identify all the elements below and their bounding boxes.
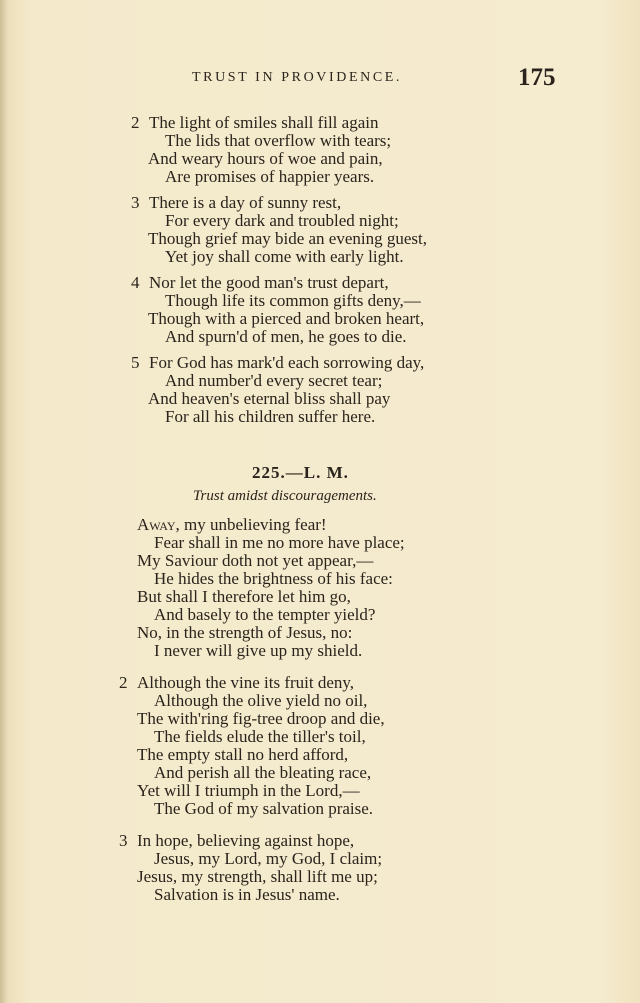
stanza-line: For all his children suffer here. [165, 407, 376, 426]
stanza-line: The God of my salvation praise. [154, 799, 374, 818]
hymn-subtitle: Trust amidst discouragements. [193, 488, 377, 504]
drop-word: Away, [137, 515, 180, 534]
stanza-line: And basely to the tempter yield? [154, 605, 376, 624]
stanza-line: 4 Nor let the good man's trust depart, [131, 273, 389, 292]
stanza-line: Away, my unbelieving fear! [137, 515, 327, 534]
stanza-line: The empty stall no herd afford, [137, 745, 349, 764]
stanza-line: Though grief may bide an evening guest, [148, 229, 428, 248]
stanza-number: 4 [131, 273, 140, 292]
stanza-line: He hides the brightness of his face: [154, 569, 393, 588]
stanza-line: The lids that overflow with tears; [165, 131, 392, 150]
hymn-title: 225.—L. M. [252, 463, 349, 482]
stanza-line: For every dark and troubled night; [165, 211, 399, 230]
stanza-line: Yet joy shall come with early light. [165, 247, 404, 266]
running-title: TRUST IN PROVIDENCE. [192, 70, 403, 85]
stanza-line: 3 In hope, believing against hope, [119, 831, 355, 850]
stanza-line: 5 For God has mark'd each sorrowing day, [131, 353, 425, 372]
stanza-line: Jesus, my Lord, my God, I claim; [154, 849, 383, 868]
stanza-line: And heaven's eternal bliss shall pay [148, 389, 391, 408]
stanza-line: No, in the strength of Jesus, no: [137, 623, 353, 642]
stanza-number: 2 [131, 113, 140, 132]
stanza-line: The with'ring fig-tree droop and die, [137, 709, 385, 728]
stanza-line: And weary hours of woe and pain, [148, 149, 383, 168]
stanza-line: Jesus, my strength, shall lift me up; [137, 867, 378, 886]
stanza-line: Salvation is in Jesus' name. [154, 885, 340, 904]
stanza-line: Are promises of happier years. [165, 167, 375, 186]
stanza-line: 3 There is a day of sunny rest, [131, 193, 342, 212]
stanza-line: And number'd every secret tear; [165, 371, 383, 390]
stanza-number: 5 [131, 353, 140, 372]
stanza-number: 3 [131, 193, 140, 212]
stanza-line: And perish all the bleating race, [154, 763, 372, 782]
page-number: 175 [518, 64, 556, 91]
stanza-line: 2 The light of smiles shall fill again [131, 113, 379, 132]
stanza-number: 2 [119, 673, 128, 692]
stanza-line: And spurn'd of men, he goes to die. [165, 327, 407, 346]
stanza-line: 2 Although the vine its fruit deny, [119, 673, 355, 692]
page-gutter-shadow [0, 0, 8, 1003]
stanza-line: Fear shall in me no more have place; [154, 533, 405, 552]
stanza-line: The fields elude the tiller's toil, [154, 727, 366, 746]
page-header [0, 64, 640, 94]
stanza-line: I never will give up my shield. [154, 641, 363, 660]
stanza-line: Though with a pierced and broken heart, [148, 309, 425, 328]
stanza-line: Yet will I triumph in the Lord,— [137, 781, 360, 800]
stanza-number: 3 [119, 831, 128, 850]
stanza-line: But shall I therefore let him go, [137, 587, 351, 606]
stanza-line: Though life its common gifts deny,— [165, 291, 421, 310]
stanza-line: Although the olive yield no oil, [154, 691, 368, 710]
stanza-line: My Saviour doth not yet appear,— [137, 551, 374, 570]
